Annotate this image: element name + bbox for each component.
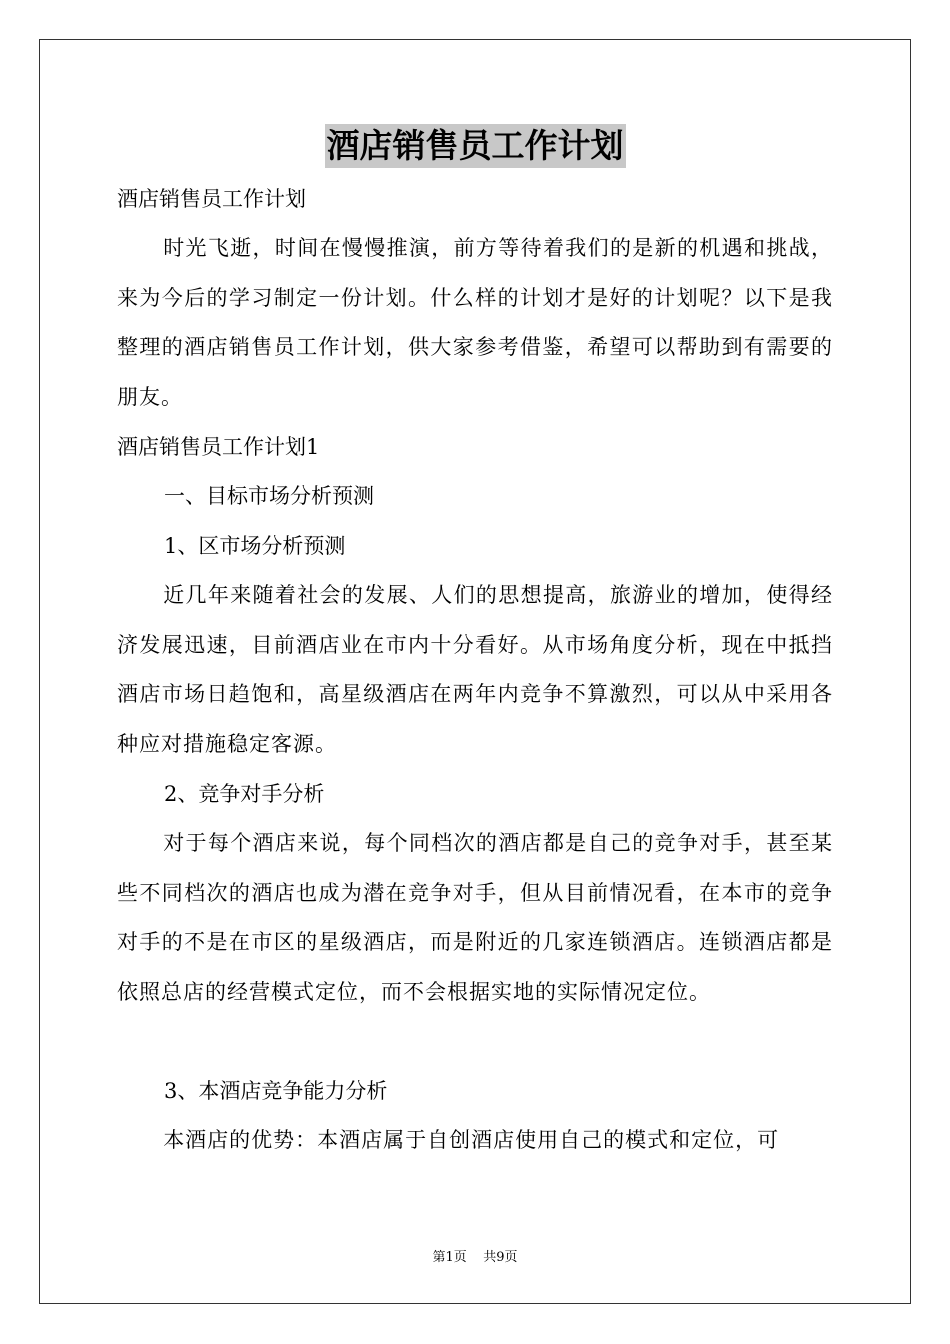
heading-market-analysis: 1、区市场分析预测 (164, 534, 346, 558)
paragraph-competitor-analysis: 对于每个酒店来说，每个同档次的酒店都是自己的竞争对手，甚至某些不同档次的酒店也成为潜在竞争对手，但从目前情况看，在本市的竞争对手的不是在市区的星级酒店，而是附近的几家连锁酒店。连锁酒店都是依照总店的经营模式定位，而不会根据实地的实际情况定位。 (117, 831, 833, 1004)
heading-competitor-analysis: 2、竞争对手分析 (164, 782, 325, 806)
paragraph-market-analysis: 近几年来随着社会的发展、人们的思想提高，旅游业的增加，使得经济发展迅速，目前酒店业在市内十分看好。从市场角度分析，现在中抵挡酒店市场日趋饱和，高星级酒店在两年内竞争不算激烈，可以从中采用各种应对措施稳定客源。 (117, 583, 833, 756)
heading-competitiveness: 3、本酒店竞争能力分析 (164, 1079, 388, 1103)
page-total: 共9页 (483, 1250, 518, 1265)
subtitle: 酒店销售员工作计划 (117, 187, 306, 211)
heading-target-market: 一、目标市场分析预测 (164, 484, 374, 508)
intro-paragraph: 时光飞逝，时间在慢慢推演，前方等待着我们的是新的机遇和挑战，来为今后的学习制定一份计划。什么样的计划才是好的计划呢？以下是我整理的酒店销售员工作计划，供大家参考借鉴，希望可以帮助到有需要的朋友。 (117, 236, 833, 409)
section-title: 酒店销售员工作计划1 (117, 435, 320, 459)
page-number: 第1页 (432, 1250, 467, 1265)
title-container (0, 124, 950, 168)
document-title: 酒店销售员工作计划 (325, 124, 626, 168)
paragraph-competitiveness: 本酒店的优势：本酒店属于自创酒店使用自己的模式和定位，可 (163, 1128, 780, 1152)
page-footer (0, 1246, 950, 1265)
